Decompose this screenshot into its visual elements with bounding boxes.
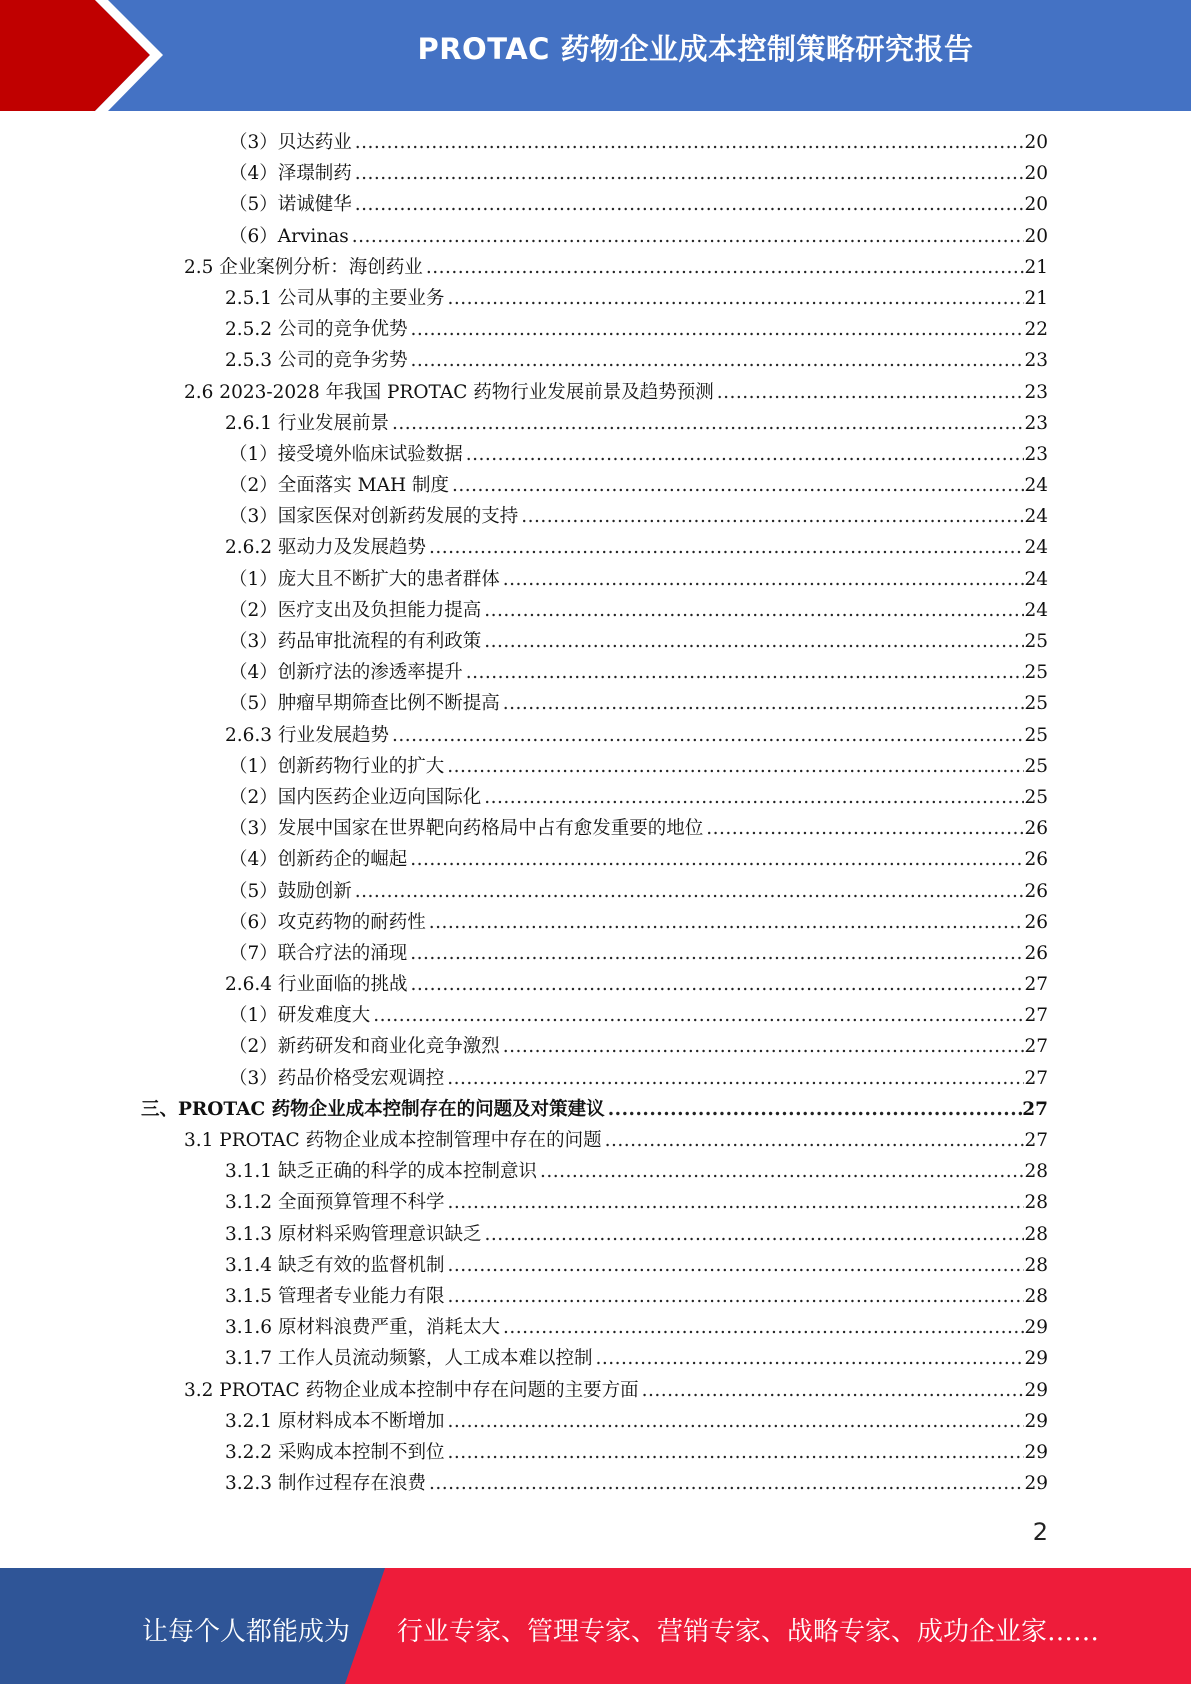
- toc-entry-label: （3）药品价格受宏观调控: [229, 1067, 445, 1089]
- toc-entry-label: （4）创新疗法的渗透率提升: [229, 662, 463, 684]
- table-of-contents: [0, 127, 1191, 1499]
- toc-entry[interactable]: [0, 782, 1191, 813]
- toc-entry-label: 2.5.2 公司的竞争优势: [225, 319, 408, 341]
- toc-entry-label: （5）诺诚健华: [229, 194, 352, 216]
- toc-dot-leader: [410, 938, 1024, 969]
- toc-entry[interactable]: [0, 1156, 1191, 1187]
- toc-entry-page: 29: [1024, 1441, 1048, 1463]
- toc-entry-page: 23: [1024, 381, 1048, 403]
- toc-entry-page: 25: [1024, 786, 1048, 808]
- toc-entry-page: 24: [1024, 599, 1048, 621]
- toc-entry-page: 27: [1024, 974, 1048, 996]
- toc-entry[interactable]: [0, 127, 1191, 158]
- toc-dot-leader: [429, 1468, 1024, 1499]
- toc-entry-label: 三、PROTAC 药物企业成本控制存在的问题及对策建议: [141, 1098, 605, 1120]
- toc-dot-leader: [447, 1063, 1024, 1094]
- toc-dot-leader: [355, 158, 1025, 189]
- toc-entry-label: （3）药品审批流程的有利政策: [229, 631, 482, 652]
- toc-entry-label: 3.1 PROTAC 药物企业成本控制管理中存在的问题: [184, 1130, 602, 1151]
- toc-dot-leader: [355, 189, 1025, 220]
- toc-entry-label: 3.1.1 缺乏正确的科学的成本控制意识: [225, 1161, 537, 1183]
- toc-dot-leader: [608, 1094, 1023, 1125]
- toc-entry-page: 21: [1024, 287, 1048, 309]
- toc-entry-label: （6）攻克药物的耐药性: [229, 911, 426, 933]
- toc-entry-label: （3）发展中国家在世界靶向药格局中占有愈发重要的地位: [229, 818, 704, 840]
- toc-dot-leader: [717, 377, 1025, 408]
- toc-entry[interactable]: [0, 626, 1191, 657]
- toc-entry-page: 23: [1024, 443, 1048, 465]
- toc-entry-label: 3.1.2 全面预算管理不科学: [225, 1192, 445, 1214]
- toc-entry[interactable]: [0, 907, 1191, 938]
- page-header: [0, 0, 1191, 111]
- toc-entry-label: 3.1.4 缺乏有效的监督机制: [225, 1254, 445, 1276]
- toc-entry-page: 20: [1024, 132, 1048, 153]
- toc-dot-leader: [410, 969, 1024, 1000]
- toc-entry-page: 29: [1024, 1410, 1048, 1432]
- toc-entry-page: 21: [1024, 256, 1048, 278]
- toc-entry[interactable]: [0, 1219, 1191, 1250]
- toc-entry[interactable]: [0, 470, 1191, 501]
- toc-entry-page: 20: [1024, 225, 1048, 247]
- toc-entry[interactable]: [0, 564, 1191, 595]
- toc-entry-page: 27: [1024, 1005, 1048, 1027]
- toc-entry-label: 3.2 PROTAC 药物企业成本控制中存在问题的主要方面: [184, 1379, 639, 1401]
- toc-dot-leader: [355, 127, 1025, 158]
- toc-entry[interactable]: [0, 1281, 1191, 1312]
- toc-entry[interactable]: [0, 688, 1191, 719]
- toc-entry-label: 2.5.1 公司从事的主要业务: [225, 287, 445, 309]
- toc-dot-leader: [484, 1219, 1024, 1250]
- toc-entry-page: 26: [1024, 942, 1048, 964]
- toc-entry-page: 29: [1024, 1473, 1048, 1495]
- toc-entry-page: 29: [1024, 1317, 1048, 1339]
- toc-entry-label: （3）贝达药业: [229, 132, 352, 153]
- toc-entry-page: 27: [1024, 1130, 1048, 1151]
- toc-entry[interactable]: [0, 813, 1191, 844]
- toc-entry-page: 24: [1024, 568, 1048, 590]
- toc-dot-leader: [503, 1312, 1024, 1343]
- toc-entry-label: （4）泽璟制药: [229, 163, 352, 185]
- toc-entry-label: （6）Arvinas: [229, 225, 349, 247]
- toc-entry-page: 26: [1024, 849, 1048, 871]
- toc-dot-leader: [410, 345, 1024, 376]
- toc-entry[interactable]: [0, 969, 1191, 1000]
- toc-dot-leader: [410, 844, 1024, 875]
- toc-entry-label: 2.6.4 行业面临的挑战: [225, 974, 408, 996]
- header-title: PROTAC 药物企业成本控制策略研究报告: [417, 32, 974, 66]
- toc-entry-label: （3）国家医保对创新药发展的支持: [229, 506, 519, 528]
- toc-entry[interactable]: [0, 1250, 1191, 1281]
- toc-entry-label: （1）接受境外临床试验数据: [229, 443, 463, 465]
- toc-entry[interactable]: [0, 1312, 1191, 1343]
- toc-entry-page: 22: [1024, 319, 1048, 341]
- toc-dot-leader: [429, 907, 1025, 938]
- toc-entry-label: 2.6.2 驱动力及发展趋势: [225, 537, 426, 559]
- toc-entry-label: （5）肿瘤早期筛查比例不断提高: [229, 693, 500, 715]
- toc-entry[interactable]: [0, 1094, 1191, 1125]
- toc-entry[interactable]: [0, 876, 1191, 907]
- toc-entry-page: 28: [1024, 1192, 1048, 1214]
- toc-dot-leader: [642, 1375, 1025, 1406]
- toc-entry-label: 2.5 企业案例分析：海创药业: [184, 256, 423, 278]
- toc-entry-label: （7）联合疗法的涌现: [229, 942, 408, 964]
- toc-entry[interactable]: [0, 189, 1191, 220]
- toc-entry[interactable]: [0, 1031, 1191, 1062]
- toc-entry[interactable]: [0, 1406, 1191, 1437]
- toc-entry[interactable]: [0, 158, 1191, 189]
- toc-entry-page: 26: [1024, 911, 1048, 933]
- toc-entry-page: 24: [1024, 537, 1048, 559]
- toc-entry-page: 20: [1024, 194, 1048, 216]
- toc-entry-label: 2.5.3 公司的竞争劣势: [225, 350, 408, 372]
- toc-entry[interactable]: [0, 751, 1191, 782]
- toc-entry-page: 27: [1022, 1098, 1048, 1120]
- toc-entry[interactable]: [0, 1343, 1191, 1374]
- toc-entry-page: 25: [1024, 724, 1048, 746]
- toc-entry-page: 29: [1024, 1348, 1048, 1370]
- toc-entry[interactable]: [0, 377, 1191, 408]
- toc-dot-leader: [447, 283, 1024, 314]
- toc-entry-page: 28: [1024, 1161, 1048, 1183]
- toc-dot-leader: [605, 1125, 1025, 1156]
- toc-entry-page: 25: [1024, 693, 1048, 715]
- toc-entry[interactable]: [0, 938, 1191, 969]
- footer-slogan-right: 行业专家、管理专家、营销专家、战略专家、成功企业家……: [397, 1617, 1100, 1647]
- toc-entry-page: 28: [1024, 1254, 1048, 1276]
- toc-entry[interactable]: [0, 844, 1191, 875]
- toc-dot-leader: [447, 1187, 1024, 1218]
- toc-dot-leader: [447, 751, 1024, 782]
- toc-entry[interactable]: [0, 1375, 1191, 1406]
- toc-entry[interactable]: [0, 1187, 1191, 1218]
- toc-entry[interactable]: [0, 345, 1191, 376]
- toc-entry-label: （1）创新药物行业的扩大: [229, 755, 445, 777]
- toc-entry-label: 3.2.2 采购成本控制不到位: [225, 1441, 445, 1463]
- toc-entry-label: （2）全面落实 MAH 制度: [229, 475, 449, 497]
- toc-entry[interactable]: [0, 1468, 1191, 1499]
- toc-dot-leader: [466, 657, 1025, 688]
- toc-entry-page: 27: [1024, 1036, 1048, 1058]
- toc-entry-label: 3.1.7 工作人员流动频繁，人工成本难以控制: [225, 1348, 593, 1370]
- toc-entry-label: （1）庞大且不断扩大的患者群体: [229, 568, 500, 590]
- toc-entry-page: 28: [1024, 1285, 1048, 1307]
- toc-entry-page: 20: [1024, 163, 1048, 185]
- toc-entry-label: 2.6.3 行业发展趋势: [225, 724, 389, 746]
- toc-entry[interactable]: [0, 720, 1191, 751]
- toc-dot-leader: [355, 876, 1025, 907]
- toc-entry-page: 27: [1024, 1067, 1048, 1089]
- toc-dot-leader: [447, 1250, 1024, 1281]
- toc-entry[interactable]: [0, 314, 1191, 345]
- toc-entry-page: 25: [1024, 662, 1048, 684]
- toc-entry-label: （4）创新药企的崛起: [229, 849, 408, 871]
- toc-dot-leader: [484, 782, 1024, 813]
- toc-dot-leader: [484, 595, 1024, 626]
- toc-entry-label: （1）研发难度大: [229, 1005, 371, 1027]
- toc-entry-page: 28: [1024, 1223, 1048, 1245]
- toc-entry-label: （5）鼓励创新: [229, 880, 352, 902]
- toc-entry[interactable]: [0, 252, 1191, 283]
- toc-entry[interactable]: [0, 408, 1191, 439]
- toc-dot-leader: [484, 626, 1024, 657]
- toc-entry-label: （2）国内医药企业迈向国际化: [229, 786, 482, 808]
- toc-entry-label: 3.1.5 管理者专业能力有限: [225, 1285, 445, 1307]
- toc-entry[interactable]: [0, 595, 1191, 626]
- toc-dot-leader: [706, 813, 1024, 844]
- toc-entry-label: （2）新药研发和商业化竞争激烈: [229, 1036, 500, 1058]
- toc-entry-label: 3.2.1 原材料成本不断增加: [225, 1410, 445, 1432]
- toc-entry-label: 2.6 2023-2028 年我国 PROTAC 药物行业发展前景及趋势预测: [184, 381, 714, 403]
- toc-dot-leader: [447, 1406, 1024, 1437]
- page-footer: [0, 1568, 1191, 1684]
- footer-slogan-left: 让每个人都能成为: [142, 1617, 351, 1647]
- toc-dot-leader: [352, 221, 1025, 252]
- toc-entry-page: 25: [1024, 631, 1048, 652]
- toc-entry[interactable]: [0, 283, 1191, 314]
- toc-entry[interactable]: [0, 657, 1191, 688]
- toc-dot-leader: [392, 408, 1024, 439]
- toc-entry-page: 26: [1024, 880, 1048, 902]
- toc-entry-page: 26: [1024, 818, 1048, 840]
- toc-dot-leader: [447, 1437, 1024, 1468]
- toc-dot-leader: [595, 1343, 1024, 1374]
- toc-dot-leader: [447, 1281, 1024, 1312]
- toc-entry-page: 24: [1024, 475, 1048, 497]
- toc-entry-page: 24: [1024, 506, 1048, 528]
- toc-entry-label: 3.1.3 原材料采购管理意识缺乏: [225, 1223, 482, 1245]
- toc-dot-leader: [466, 439, 1025, 470]
- toc-entry[interactable]: [0, 221, 1191, 252]
- toc-entry-page: 23: [1024, 350, 1048, 372]
- toc-dot-leader: [392, 720, 1024, 751]
- toc-dot-leader: [429, 532, 1024, 563]
- toc-dot-leader: [452, 470, 1024, 501]
- toc-entry-label: 3.2.3 制作过程存在浪费: [225, 1473, 426, 1495]
- toc-entry-page: 25: [1024, 755, 1048, 777]
- toc-dot-leader: [410, 314, 1024, 345]
- toc-dot-leader: [373, 1000, 1024, 1031]
- toc-entry-label: （2）医疗支出及负担能力提高: [229, 599, 482, 621]
- toc-entry[interactable]: [0, 501, 1191, 532]
- toc-entry[interactable]: [0, 1063, 1191, 1094]
- toc-entry[interactable]: [0, 1000, 1191, 1031]
- toc-dot-leader: [503, 564, 1025, 595]
- toc-dot-leader: [503, 688, 1025, 719]
- toc-entry-label: 3.1.6 原材料浪费严重，消耗太大: [225, 1317, 500, 1339]
- toc-entry[interactable]: [0, 1437, 1191, 1468]
- toc-dot-leader: [521, 501, 1024, 532]
- toc-entry[interactable]: [0, 439, 1191, 470]
- toc-dot-leader: [540, 1156, 1024, 1187]
- page-number: 2: [1032, 1518, 1048, 1546]
- toc-dot-leader: [426, 252, 1025, 283]
- toc-entry-label: 2.6.1 行业发展前景: [225, 412, 389, 434]
- toc-entry-page: 29: [1024, 1379, 1048, 1401]
- toc-entry-page: 23: [1024, 412, 1048, 434]
- toc-dot-leader: [503, 1031, 1025, 1062]
- toc-entry[interactable]: [0, 1125, 1191, 1156]
- toc-entry[interactable]: [0, 532, 1191, 563]
